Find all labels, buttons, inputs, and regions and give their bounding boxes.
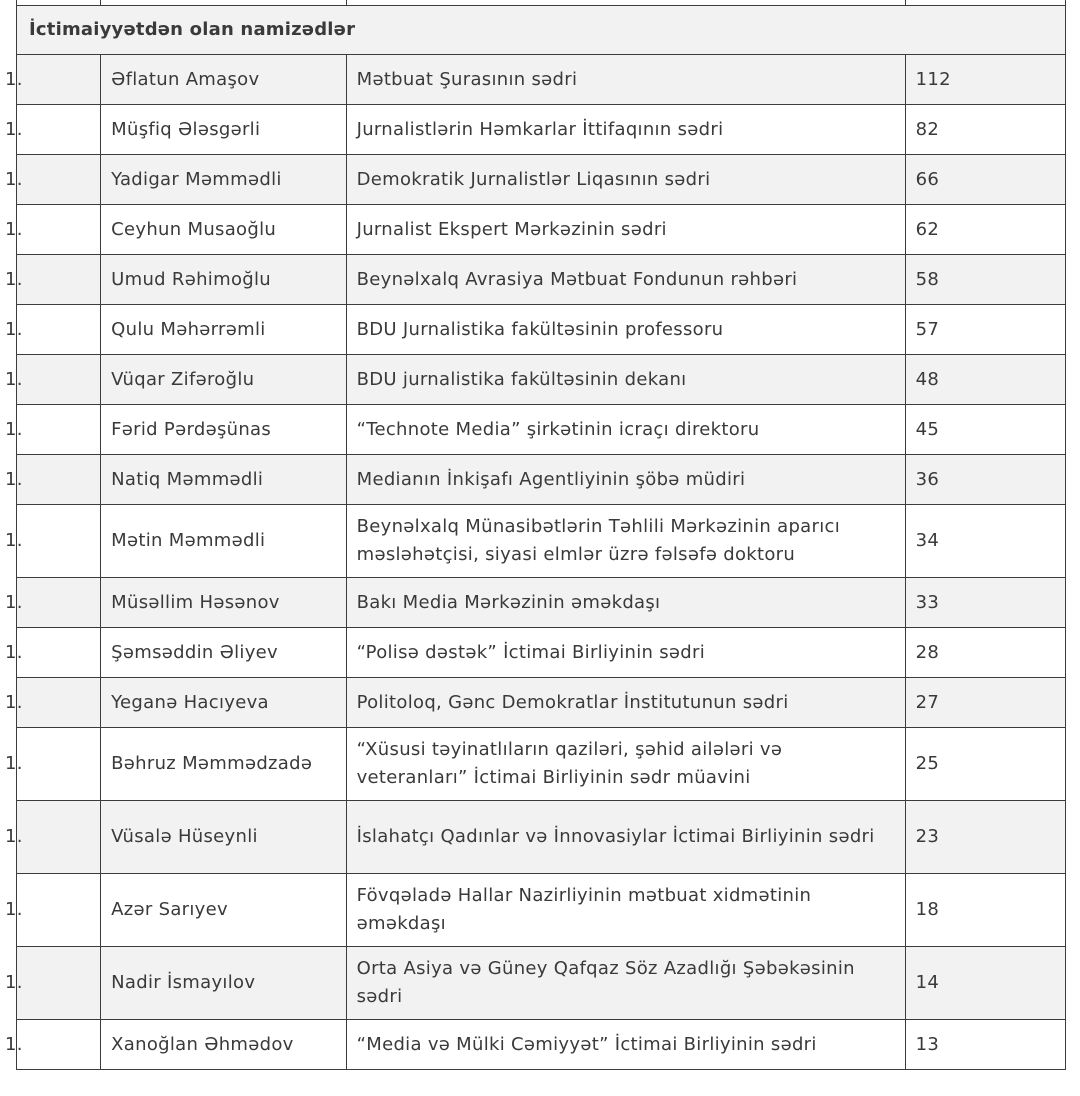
table-row <box>17 505 1066 578</box>
row-number: 1. <box>5 530 23 551</box>
row-number: 1. <box>5 418 23 440</box>
table-row <box>17 355 1066 405</box>
vote-count: 14 <box>905 947 1065 1020</box>
row-number-cell <box>5 105 101 155</box>
candidate-position: Mətbuat Şurasının sədri <box>346 55 905 105</box>
candidate-name: Natiq Məmmədli <box>101 455 346 505</box>
candidate-name: Yadigar Məmmədli <box>101 155 346 205</box>
row-number: 1. <box>5 118 23 140</box>
candidate-position: Bakı Media Mərkəzinin əməkdaşı <box>346 578 905 628</box>
row-number-cell <box>5 1020 101 1070</box>
row-number: 1. <box>5 318 23 340</box>
candidate-position: “Media və Mülki Cəmiyyət” İctimai Birliyinin sədri <box>346 1020 905 1070</box>
candidate-position: Fövqəladə Hallar Nazirliyinin mətbuat xidmətinin əməkdaşı <box>346 874 905 947</box>
candidate-position: Beynəlxalq Münasibətlərin Təhlili Mərkəzinin aparıcı məsləhətçisi, siyasi elmlər üzrə fəlsəfə doktoru <box>346 505 905 578</box>
table-row <box>17 1020 1066 1070</box>
candidate-position: Jurnalistlərin Həmkarlar İttifaqının sədri <box>346 105 905 155</box>
vote-count: 48 <box>905 355 1065 405</box>
row-number-cell <box>5 255 101 305</box>
candidate-position: Beynəlxalq Avrasiya Mətbuat Fondunun rəhbəri <box>346 255 905 305</box>
candidate-position: Medianın İnkişafı Agentliyinin şöbə müdiri <box>346 455 905 505</box>
table-row <box>17 628 1066 678</box>
row-number: 1. <box>5 826 23 847</box>
candidate-name: Fərid Pərdəşünas <box>101 405 346 455</box>
table-row <box>17 455 1066 505</box>
vote-count: 36 <box>905 455 1065 505</box>
vote-count: 23 <box>905 801 1065 874</box>
candidate-name: Umud Rəhimoğlu <box>101 255 346 305</box>
row-number-cell <box>5 155 101 205</box>
candidate-name: Ceyhun Musaoğlu <box>101 205 346 255</box>
candidate-position: BDU Jurnalistika fakültəsinin professoru <box>346 305 905 355</box>
table-row <box>17 105 1066 155</box>
vote-count: 58 <box>905 255 1065 305</box>
candidate-position: Politoloq, Gənc Demokratlar İnstitutunun sədri <box>346 678 905 728</box>
candidate-position: İslahatçı Qadınlar və İnnovasiylar İctimai Birliyinin sədri <box>346 801 905 874</box>
candidate-name: Müsəllim Həsənov <box>101 578 346 628</box>
row-number-cell <box>5 455 101 505</box>
candidate-name: Nadir İsmayılov <box>101 947 346 1020</box>
vote-count: 13 <box>905 1020 1065 1070</box>
section-header-row <box>17 6 1066 55</box>
candidate-name: Xanoğlan Əhmədov <box>101 1020 346 1070</box>
row-number-cell <box>5 205 101 255</box>
vote-count: 112 <box>905 55 1065 105</box>
row-number: 1. <box>5 753 23 774</box>
row-number-cell <box>5 55 101 105</box>
table-row <box>17 205 1066 255</box>
candidate-position: Orta Asiya və Güney Qafqaz Söz Azadlığı Şəbəkəsinin sədri <box>346 947 905 1020</box>
candidate-position: Jurnalist Ekspert Mərkəzinin sədri <box>346 205 905 255</box>
table-row <box>17 874 1066 947</box>
vote-count: 57 <box>905 305 1065 355</box>
vote-count: 82 <box>905 105 1065 155</box>
vote-count: 34 <box>905 505 1065 578</box>
vote-count: 27 <box>905 678 1065 728</box>
row-number: 1. <box>5 168 23 190</box>
row-number-cell <box>5 578 101 628</box>
row-number: 1. <box>5 68 23 90</box>
candidate-name: Qulu Məhərrəmli <box>101 305 346 355</box>
row-number-cell <box>5 505 101 578</box>
candidate-position: “Technote Media” şirkətinin icraçı direktoru <box>346 405 905 455</box>
vote-count: 33 <box>905 578 1065 628</box>
candidate-name: Şəmsəddin Əliyev <box>101 628 346 678</box>
candidate-name: Əflatun Amaşov <box>101 55 346 105</box>
table-row <box>17 155 1066 205</box>
row-number-cell <box>5 678 101 728</box>
row-number: 1. <box>5 368 23 390</box>
table-row <box>17 255 1066 305</box>
candidate-name: Müşfiq Ələsgərli <box>101 105 346 155</box>
row-number: 1. <box>5 268 23 290</box>
vote-count: 62 <box>905 205 1065 255</box>
vote-count: 66 <box>905 155 1065 205</box>
candidate-position: “Xüsusi təyinatlıların qaziləri, şəhid ailələri və veteranları” İctimai Birliyinin sədr müavini <box>346 728 905 801</box>
row-number-cell <box>5 874 101 947</box>
candidate-name: Vüqar Zifəroğlu <box>101 355 346 405</box>
table-row <box>17 578 1066 628</box>
row-number: 1. <box>5 641 23 663</box>
candidate-position: Demokratik Jurnalistlər Liqasının sədri <box>346 155 905 205</box>
row-number: 1. <box>5 468 23 490</box>
row-number-cell <box>5 947 101 1020</box>
candidate-name: Yeganə Hacıyeva <box>101 678 346 728</box>
vote-count: 28 <box>905 628 1065 678</box>
row-number: 1. <box>5 1033 23 1055</box>
table-row <box>17 801 1066 874</box>
table-row <box>17 728 1066 801</box>
candidate-name: Vüsalə Hüseynli <box>101 801 346 874</box>
row-number-cell <box>5 801 101 874</box>
row-number-cell <box>5 355 101 405</box>
candidates-table <box>5 0 1066 1070</box>
row-number-cell <box>5 405 101 455</box>
candidate-name: Mətin Məmmədli <box>101 505 346 578</box>
row-number: 1. <box>5 691 23 713</box>
vote-count: 18 <box>905 874 1065 947</box>
table-row <box>17 405 1066 455</box>
candidate-name: Azər Sarıyev <box>101 874 346 947</box>
table-row <box>17 678 1066 728</box>
candidate-position: BDU jurnalistika fakültəsinin dekanı <box>346 355 905 405</box>
row-number-cell <box>5 628 101 678</box>
vote-count: 45 <box>905 405 1065 455</box>
row-number-cell <box>5 305 101 355</box>
candidate-position: “Polisə dəstək” İctimai Birliyinin sədri <box>346 628 905 678</box>
vote-count: 25 <box>905 728 1065 801</box>
table-row <box>17 305 1066 355</box>
section-title: İctimaiyyətdən olan namizədlər <box>17 6 1066 55</box>
row-number: 1. <box>5 218 23 240</box>
row-number-cell <box>5 728 101 801</box>
table-row <box>17 947 1066 1020</box>
row-number: 1. <box>5 972 23 993</box>
candidate-name: Bəhruz Məmmədzadə <box>101 728 346 801</box>
row-number: 1. <box>5 899 23 920</box>
table-row <box>17 55 1066 105</box>
row-number: 1. <box>5 591 23 613</box>
